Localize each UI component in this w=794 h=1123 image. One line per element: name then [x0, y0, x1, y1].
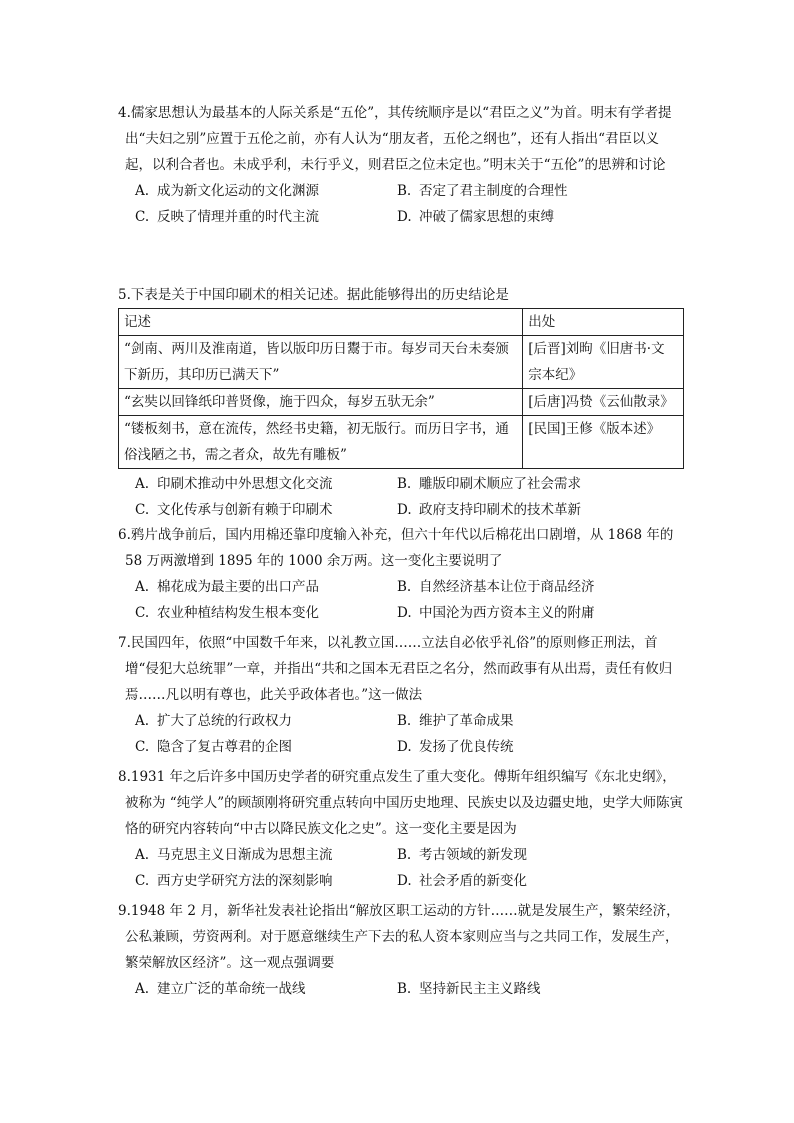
option-c[interactable]: C. 西方史学研究方法的深刻影响 [135, 873, 333, 889]
option-b[interactable]: B. 维护了革命成果 [397, 713, 514, 729]
option-a[interactable]: A. 印刷术推动中外思想文化交流 [135, 476, 333, 492]
question-7 [118, 630, 684, 760]
table-cell: “镂板刻书，意在流传，然经书史籍，初无版行。而历日字书，通俗浅陋之书，需之者众，故先有雕板” [119, 416, 523, 469]
options [118, 178, 684, 230]
option-c[interactable]: C. 隐含了复古尊君的企图 [135, 739, 292, 755]
option-d[interactable]: D. 政府支持印刷术的技术革新 [397, 502, 581, 518]
table-cell: “剑南、两川及淮南道，皆以版印历日鬻于市。每岁司天台未奏颁下新历，其印历已满天下” [119, 336, 523, 389]
table-header-row [119, 309, 684, 336]
question-9 [118, 898, 684, 1002]
option-b[interactable]: B. 考古领域的新发现 [397, 847, 527, 863]
question-stem: 9.1948 年 2 月，新华社发表社论指出“解放区职工运动的方针……就是发展生产，繁荣经济，公私兼顾，劳资两利。对于愿意继续生产下去的私人资本家则应当与之共同工作，发展生产，繁荣解放区经济”。这一观点强调要 [118, 903, 680, 971]
source-table [118, 308, 684, 469]
table-row [119, 336, 684, 389]
table-row [119, 389, 684, 416]
table-cell: [后晋]刘昫《旧唐书·文宗本纪》 [523, 336, 684, 389]
option-a[interactable]: A. 马克思主义日渐成为思想主流 [135, 847, 333, 863]
question-6 [118, 522, 684, 626]
table-cell: “玄奘以回锋纸印普贤像，施于四众，每岁五驮无余” [119, 389, 523, 416]
option-c[interactable]: C. 农业种植结构发生根本变化 [135, 605, 319, 621]
options [118, 708, 684, 760]
option-d[interactable]: D. 发扬了优良传统 [397, 739, 514, 755]
question-4 [118, 100, 684, 230]
question-stem: 6.鸦片战争前后，国内用棉还靠印度输入补充，但六十年代以后棉花出口剧增，从 1868 年的 58 万两激增到 1895 年的 1000 余万两。这一变化主要说明了 [118, 527, 674, 569]
option-d[interactable]: D. 中国沦为西方资本主义的附庸 [397, 605, 595, 621]
option-c[interactable]: C. 文化传承与创新有赖于印刷术 [135, 502, 333, 518]
question-stem: 4.儒家思想认为最基本的人际关系是“五伦”，其传统顺序是以“君臣之义”为首。明末有学者提出“夫妇之别”应置于五伦之前，亦有人认为“朋友者，五伦之纲也”，还有人指出“君臣以义起，以利合者也。未成乎利，未行乎义，则君臣之位未定也。”明末关于“五伦”的思辨和讨论 [118, 105, 672, 173]
option-d[interactable]: D. 冲破了儒家思想的束缚 [397, 209, 554, 225]
question-stem: 5.下表是关于中国印刷术的相关记述。据此能够得出的历史结论是 [118, 287, 509, 303]
option-b[interactable]: B. 坚持新民主主义路线 [397, 981, 541, 997]
table-cell: [民国]王修《版本述》 [523, 416, 684, 469]
table-row [119, 416, 684, 469]
question-8 [118, 764, 684, 894]
option-b[interactable]: B. 自然经济基本让位于商品经济 [397, 579, 595, 595]
table-cell: [后唐]冯贽《云仙散录》 [523, 389, 684, 416]
options [118, 842, 684, 894]
options [118, 976, 684, 1002]
options [118, 574, 684, 626]
question-stem: 7.民国四年，依照“中国数千年来，以礼教立国……立法自必依乎礼俗”的原则修正刑法，首增“侵犯大总统罪”一章，并指出“共和之国本无君臣之名分，然而政事有从出焉，责任有攸归焉……凡以明有尊也，此关乎政体者也。”这一做法 [118, 635, 673, 703]
option-a[interactable]: A. 成为新文化运动的文化渊源 [135, 183, 319, 199]
option-c[interactable]: C. 反映了情理并重的时代主流 [135, 209, 319, 225]
option-a[interactable]: A. 棉花成为最主要的出口产品 [135, 579, 319, 595]
table-header-cell: 出处 [523, 309, 684, 336]
option-a[interactable]: A. 扩大了总统的行政权力 [135, 713, 292, 729]
option-a[interactable]: A. 建立广泛的革命统一战线 [135, 981, 306, 997]
question-5 [118, 282, 684, 523]
table-header-cell: 记述 [119, 309, 523, 336]
option-b[interactable]: B. 否定了君主制度的合理性 [397, 183, 568, 199]
option-b[interactable]: B. 雕版印刷术顺应了社会需求 [397, 476, 581, 492]
option-d[interactable]: D. 社会矛盾的新变化 [397, 873, 527, 889]
question-stem: 8.1931 年之后许多中国历史学者的研究重点发生了重大变化。傅斯年组织编写《东北史纲》，被称为 “纯学人”的顾颉刚将研究重点转向中国历史地理、民族史以及边疆史地，史学大师陈寅恪的研究内容转向“中古以降民族文化之史”。这一变化主要是因为 [118, 769, 684, 837]
options [118, 471, 684, 523]
